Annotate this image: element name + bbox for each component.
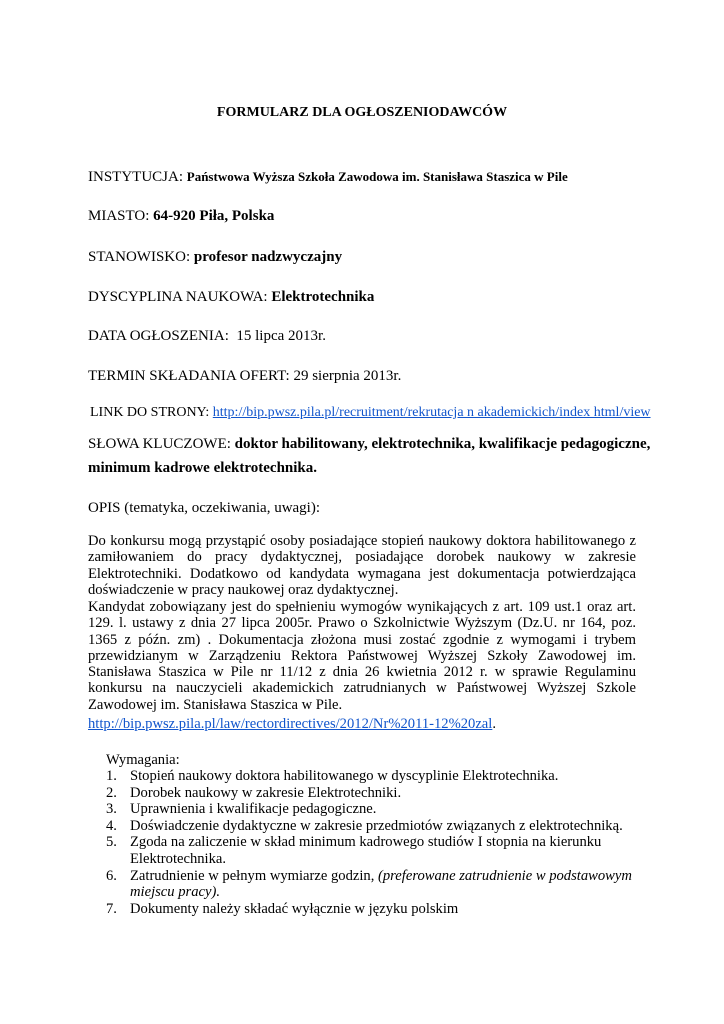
page-title: FORMULARZ DLA OGŁOSZENIODAWCÓW: [216, 105, 508, 120]
requirement-item-5: [106, 834, 670, 867]
requirements-list: [106, 768, 670, 917]
regulation-link-line: [88, 716, 496, 733]
link-field: [90, 404, 651, 421]
requirement-number: 6.: [106, 867, 117, 884]
requirement-text: Zgoda na zaliczenie w skład minimum kadrowego studiów I stopnia na kierunku Elektrotechnika.: [130, 834, 602, 867]
deadline-field: [88, 368, 401, 385]
position-field: [88, 249, 342, 266]
description-paragraph-1: Do konkursu mogą przystąpić osoby posiadające stopień naukowy doktora habilitowanego z zamiłowaniem do pracy dydaktycznej, posiadające dorobek naukowy w zakresie Elektrotechniki. Dodatkowo od kandydata wymagana jest dokumentacja potwierdzająca doświadczenie w pracy naukowej oraz dydaktycznej.: [88, 533, 636, 598]
requirement-item-7: [106, 900, 670, 918]
position-value: profesor nadzwyczajny: [193, 249, 343, 265]
requirement-text: Dorobek naukowy w zakresie Elektrotechniki.: [130, 784, 402, 801]
regulation-link-suffix: .: [492, 716, 496, 732]
requirement-number: 4.: [106, 817, 117, 834]
keywords-value-line2: minimum kadrowe elektrotechnika.: [88, 460, 318, 476]
regulation-link[interactable]: http://bip.pwsz.pila.pl/law/rectordirectives/2012/Nr%2011-12%20zal: [88, 716, 493, 732]
link-label: LINK DO STRONY:: [90, 405, 213, 420]
requirements-heading: Wymagania:: [106, 752, 180, 768]
institution-field: [88, 168, 568, 186]
keywords-value: doktor habilitowany, elektrotechnika, kwalifikacje pedagogiczne,: [234, 436, 651, 452]
requirement-text: Uprawnienia i kwalifikacje pedagogiczne.: [130, 801, 377, 818]
requirement-text: Doświadczenie dydaktyczne w zakresie przedmiotów związanych z elektrotechniką.: [130, 817, 623, 834]
position-label: STANOWISKO:: [88, 249, 194, 265]
requirement-italic-note: (preferowane zatrudnienie w podstawowym miejscu pracy).: [130, 867, 632, 901]
city-label: MIASTO:: [88, 208, 154, 224]
discipline-label: DYSCYPLINA NAUKOWA:: [88, 289, 272, 305]
discipline-field: [88, 289, 374, 306]
requirement-item-2: [106, 784, 670, 802]
job-page-link[interactable]: http://bip.pwsz.pila.pl/recruitment/rekrutacja n akademickich/index html/view: [212, 405, 651, 420]
institution-label: INSTYTUCJA:: [88, 169, 187, 185]
date-label: DATA OGŁOSZENIA:: [88, 328, 229, 344]
deadline-value: 29 sierpnia 2013r.: [293, 368, 402, 384]
keywords-field: [88, 436, 650, 453]
requirement-item-1: [106, 768, 670, 785]
description-paragraph-2: Kandydat zobowiązany jest do spełnieniu wymogów wynikających z art. 109 ust.1 oraz art. 129. l. ustawy z dnia 27 lipca 2005r. Prawo o Szkolnictwie Wyższym (Dz.U. nr 164, poz. 1365 z późn. zm) . Dokumentacja złożona musi zostać zgodnie z wymogami i trybem przewidzianym w Zarządzeniu Rektora Państwowej Wyższej Szkoły Zawodowej im. Stanisława Staszica w Pile nr 11/12 z dnia 26 kwietnia 2012 r. w sprawie Regulaminu konkursu na nauczycieli akademickich zatrudnianych w Państwowej Wyższej Szkole Zawodowej im. Stanisława Staszica w Pile.: [88, 599, 636, 713]
requirement-number: 3.: [106, 801, 117, 818]
requirement-item-6: [106, 867, 670, 901]
city-value: 64-920 Piła, Polska: [153, 208, 275, 224]
requirement-text: Stopień naukowy doktora habilitowanego w dyscyplinie Elektrotechnika.: [130, 768, 559, 784]
keywords-label: SŁOWA KLUCZOWE:: [88, 436, 235, 452]
requirement-text: Zatrudnienie w pełnym wymiarze godzin,: [130, 867, 379, 884]
date-value: 15 lipca 2013r.: [228, 328, 326, 344]
requirement-text: Dokumenty należy składać wyłącznie w języku polskim: [130, 900, 459, 917]
requirement-item-4: [106, 817, 670, 835]
requirement-number: 1.: [106, 768, 117, 784]
institution-value: Państwowa Wyższa Szkoła Zawodowa im. Stanisława Staszica w Pile: [186, 169, 568, 184]
requirement-number: 7.: [106, 900, 117, 917]
deadline-label: TERMIN SKŁADANIA OFERT:: [88, 368, 294, 384]
date-field: [88, 328, 326, 345]
discipline-value: Elektrotechnika: [271, 289, 375, 305]
city-field: [88, 208, 274, 225]
description-heading: OPIS (tematyka, oczekiwania, uwagi):: [88, 500, 321, 516]
requirement-number: 5.: [106, 834, 117, 851]
requirement-item-3: [106, 801, 670, 818]
requirement-number: 2.: [106, 784, 117, 801]
